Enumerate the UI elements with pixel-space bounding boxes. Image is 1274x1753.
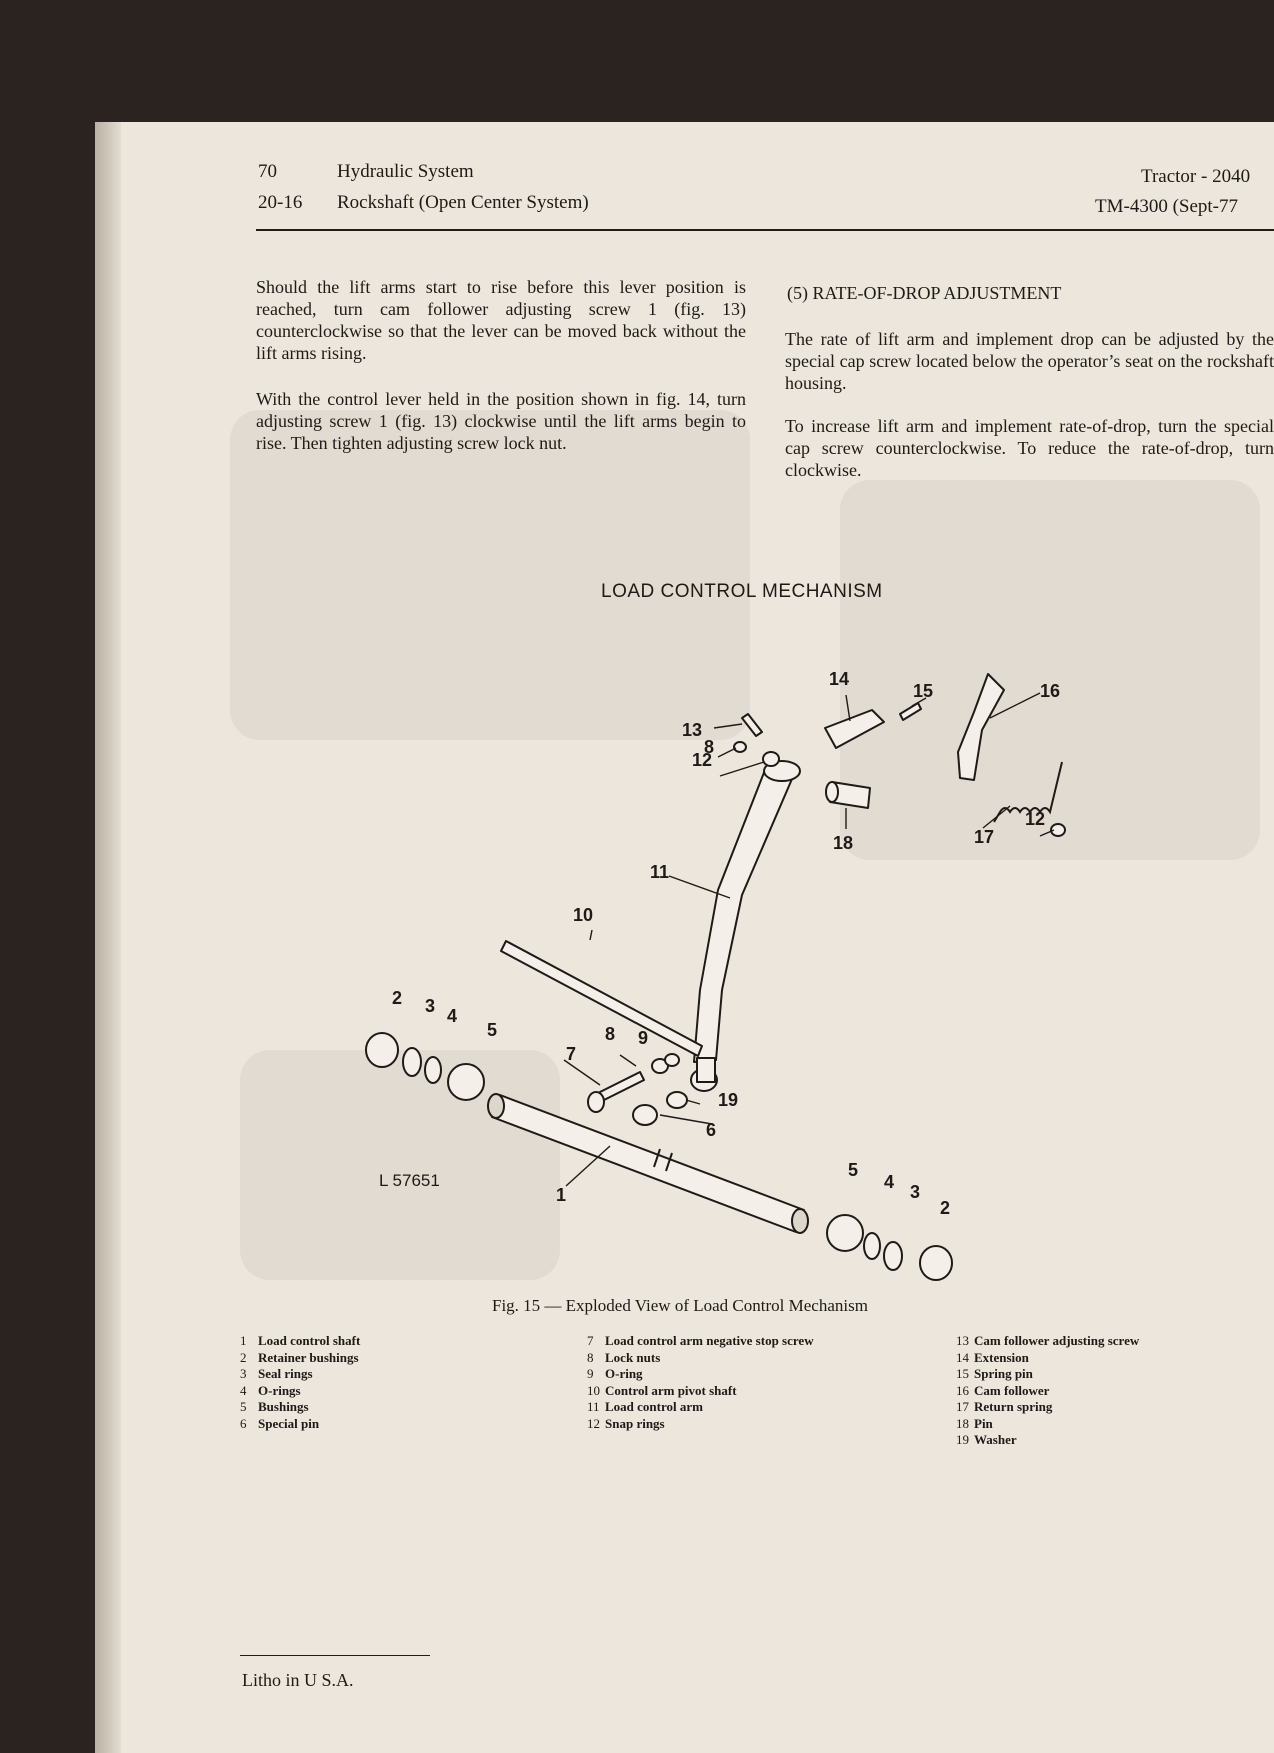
seal-ring-right	[884, 1242, 902, 1270]
snap-ring-left	[734, 742, 746, 752]
shaft-end	[792, 1209, 808, 1233]
part-label: 8	[605, 1024, 616, 1044]
shaft-start	[488, 1094, 504, 1118]
part-label: 1	[556, 1185, 567, 1205]
part-label: 4	[447, 1006, 458, 1026]
legend-item: 18 Pin	[956, 1415, 993, 1431]
manual-title: Tractor - 2040	[1141, 166, 1251, 187]
figure-title: LOAD CONTROL MECHANISM	[601, 581, 883, 602]
part-label: 17	[974, 827, 995, 847]
footer-rule	[240, 1655, 430, 1656]
legend-item: 7 Load control arm negative stop screw	[587, 1333, 814, 1348]
load-control-arm	[694, 770, 795, 1062]
lock-nut-top	[763, 752, 779, 766]
part-label: 13	[682, 720, 703, 740]
lock-nut-part	[665, 1054, 679, 1066]
legend-column-2	[587, 1333, 814, 1432]
pin-end	[826, 782, 838, 802]
page-number: 70	[258, 161, 277, 182]
left-paragraph-2: With the control lever held in the position shown in fig. 14, turn adjusting screw 1 (fig. 13) clockwise until the lift arms begin to rise. Then tighten adjusting screw lock nut.	[256, 389, 746, 453]
part-label: 8	[704, 737, 715, 757]
legend-item: 5 Bushings	[240, 1399, 309, 1414]
section-heading: (5) RATE-OF-DROP ADJUSTMENT	[787, 283, 1062, 303]
legend-item: 10 Control arm pivot shaft	[587, 1382, 737, 1398]
cam-follower-adjusting-screw	[742, 714, 762, 736]
section-title: Hydraulic System	[337, 161, 474, 182]
legend-item: 15 Spring pin	[956, 1366, 1033, 1381]
legend-item: 4 O-rings	[240, 1382, 301, 1398]
legend-item: 19 Washer	[956, 1432, 1017, 1447]
extension	[825, 710, 884, 748]
part-label: 11	[650, 862, 670, 882]
figure-code: L 57651	[379, 1171, 440, 1190]
part-label: 14	[829, 669, 850, 689]
part-label: 15	[913, 681, 934, 701]
part-label: 3	[425, 996, 436, 1016]
washer	[667, 1092, 687, 1108]
o-ring-right	[864, 1233, 880, 1259]
legend-item: 3 Seal rings	[240, 1366, 313, 1381]
o-ring-left	[425, 1057, 441, 1083]
legend-item: 2 Retainer bushings	[240, 1349, 359, 1365]
bushing-left	[448, 1064, 484, 1100]
part-label: 5	[848, 1160, 859, 1180]
part-label: 2	[940, 1198, 951, 1218]
legend-item: 9 O-ring	[587, 1366, 643, 1381]
right-paragraph-1: The rate of lift arm and implement drop can be adjusted by the special cap screw located below the operator’s seat on the rockshaft housing.	[785, 329, 1274, 393]
part-label: 3	[910, 1182, 921, 1202]
part-label: 2	[392, 988, 403, 1008]
subsection-title: Rockshaft (Open Center System)	[337, 192, 589, 213]
left-paragraph-1: Should the lift arms start to rise before this lever position is reached, turn cam follower adjusting screw 1 (fig. 13) counterclockwise so that the lever can be moved back without the lift arms rising.	[256, 277, 746, 363]
part-label: 7	[566, 1044, 577, 1064]
part-label: 5	[487, 1020, 498, 1040]
part-label: 16	[1040, 681, 1061, 701]
part-label: 12	[1025, 809, 1046, 829]
part-label: 19	[718, 1090, 739, 1110]
legend-item: 12 Snap rings	[587, 1415, 665, 1431]
legend-item: 17 Return spring	[956, 1399, 1053, 1414]
load-control-arm-lower-link	[697, 1058, 715, 1082]
part-label: 6	[706, 1120, 717, 1140]
special-pin	[633, 1105, 657, 1125]
part-label: 10	[573, 905, 594, 925]
control-arm-pivot-shaft	[501, 941, 702, 1056]
retainer-bushing-left	[366, 1033, 398, 1067]
footer-text: Litho in U S.A.	[242, 1670, 354, 1690]
legend-item: 13 Cam follower adjusting screw	[956, 1333, 1140, 1348]
part-label: 18	[833, 833, 854, 853]
part-label: 4	[884, 1172, 895, 1192]
legend-item: 1 Load control shaft	[240, 1333, 361, 1348]
manual-code: TM-4300 (Sept-77	[1095, 196, 1239, 217]
part-label: 12	[692, 750, 713, 770]
legend-item: 16 Cam follower	[956, 1382, 1050, 1398]
legend-item: 11 Load control arm	[587, 1399, 703, 1414]
seal-ring-left	[403, 1048, 421, 1076]
legend-item: 14 Extension	[956, 1349, 1029, 1365]
legend-item: 6 Special pin	[240, 1415, 320, 1431]
legend-item: 8 Lock nuts	[587, 1349, 661, 1365]
bushing-right	[827, 1215, 863, 1251]
section-number: 20-16	[258, 192, 303, 213]
part-label: 9	[638, 1028, 649, 1048]
cam-follower	[958, 674, 1004, 780]
right-paragraph-2: To increase lift arm and implement rate-of-drop, turn the special cap screw counterclockwise. To reduce the rate-of-drop, turn clockwise.	[785, 416, 1274, 480]
legend-column-3	[956, 1333, 1139, 1449]
retainer-bushing-right	[920, 1246, 952, 1280]
legend-column-1	[240, 1333, 360, 1432]
figure-caption: Fig. 15 — Exploded View of Load Control Mechanism	[492, 1296, 868, 1315]
spring-pin	[900, 703, 921, 720]
stop-screw-head	[588, 1092, 604, 1112]
